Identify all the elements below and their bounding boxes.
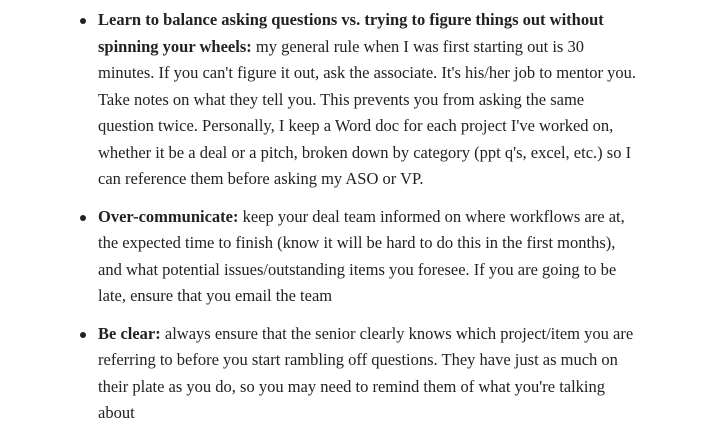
list-item-text: always ensure that the senior clearly knows which project/item you are referring to before you start rambling off questions. They have just as much on their plate as you do, so you may need to remind them of what you're talking about bbox=[98, 323, 634, 422]
list-item-be-clear bbox=[0, 321, 643, 427]
advice-list bbox=[0, 7, 707, 427]
bullet-icon bbox=[80, 215, 86, 221]
list-item-over-communicate bbox=[0, 204, 643, 310]
list-item-text: my general rule when I was first starting out is 30 minutes. If you can't figure it out, ask the associate. It's his/her job to mentor you. Take notes on what they tell you. This prevents you from asking the same question twice. Personally, I keep a Word doc for each project I've worked on, whether it be a deal or a pitch, broken down by category (ppt q's, excel, etc.) so I can reference them before asking my ASO or VP. bbox=[98, 36, 636, 188]
list-item-heading: Over-communicate: bbox=[98, 206, 239, 226]
list-item-heading: Learn to balance asking questions vs. trying to figure things out without spinning your wheels: bbox=[98, 10, 604, 56]
bullet-icon bbox=[80, 18, 86, 24]
list-item-text: keep your deal team informed on where workflows are at, the expected time to finish (know it will be hard to do this in the first months), and what potential issues/outstanding items you foresee. If you are going to be late, ensure that you email the team bbox=[98, 206, 625, 305]
article-body bbox=[0, 7, 707, 438]
list-item-balance-questions bbox=[0, 7, 643, 193]
list-item-heading: Be clear: bbox=[98, 323, 161, 343]
bullet-icon bbox=[80, 332, 86, 338]
